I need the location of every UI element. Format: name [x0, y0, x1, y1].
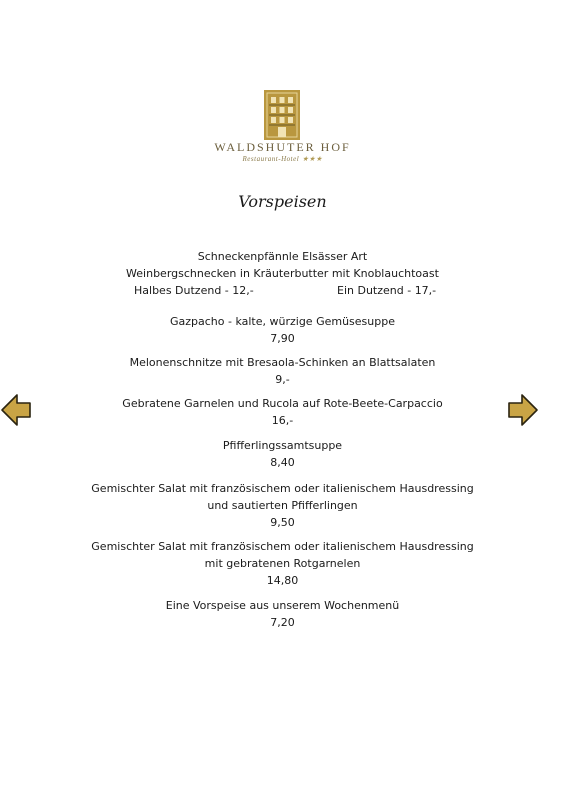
item-price: 8,40: [270, 456, 295, 469]
item-price: 9,-: [275, 373, 290, 386]
item-price-half-dozen: Halbes Dutzend - 12,-: [134, 284, 254, 297]
brand-stars: ★★★: [302, 155, 323, 163]
menu-item: [0, 395, 565, 429]
item-price: 16,-: [271, 414, 294, 427]
item-title: Eine Vorspeise aus unserem Wochenmenü: [165, 599, 400, 612]
item-title: Pfifferlingssamtsuppe: [222, 439, 343, 452]
brand-block: [0, 140, 565, 163]
item-title: Gebratene Garnelen und Rucola auf Rote-Beete-Carpaccio: [122, 397, 443, 410]
brand-subtitle-text: Restaurant-Hotel: [242, 155, 300, 163]
menu-item: [0, 597, 565, 631]
item-description: mit gebratenen Rotgarnelen: [204, 557, 361, 570]
menu-item: [0, 313, 565, 347]
brand-subtitle: [0, 155, 565, 163]
menu-item: [0, 480, 565, 531]
hotel-logo: [264, 90, 300, 140]
item-title: Melonenschnitze mit Bresaola-Schinken an Blattsalaten: [129, 356, 436, 369]
item-title: Schneckenpfännle Elsässer Art: [197, 250, 368, 263]
arrow-right-icon[interactable]: [507, 392, 539, 428]
menu-item: [0, 437, 565, 471]
item-description: und sautierten Pfifferlingen: [207, 499, 358, 512]
menu-item: [0, 248, 565, 282]
item-description: Weinbergschnecken in Kräuterbutter mit Knoblauchtoast: [126, 267, 439, 280]
item-price: 9,50: [270, 516, 295, 529]
item-price: 7,20: [270, 616, 295, 629]
item-price: 14,80: [266, 574, 299, 587]
arrow-left-icon[interactable]: [0, 392, 32, 428]
menu-item: [0, 354, 565, 388]
section-heading: Vorspeisen: [238, 192, 327, 211]
item-price: 7,90: [270, 332, 295, 345]
item-price-dozen: Ein Dutzend - 17,-: [337, 284, 437, 297]
item-title: Gemischter Salat mit französischem oder italienischem Hausdressing: [91, 540, 474, 553]
item-title: Gemischter Salat mit französischem oder italienischem Hausdressing: [91, 482, 474, 495]
menu-item: [0, 538, 565, 589]
item-title: Gazpacho - kalte, würzige Gemüsesuppe: [169, 315, 395, 328]
brand-name: WALDSHUTER HOF: [214, 140, 351, 154]
